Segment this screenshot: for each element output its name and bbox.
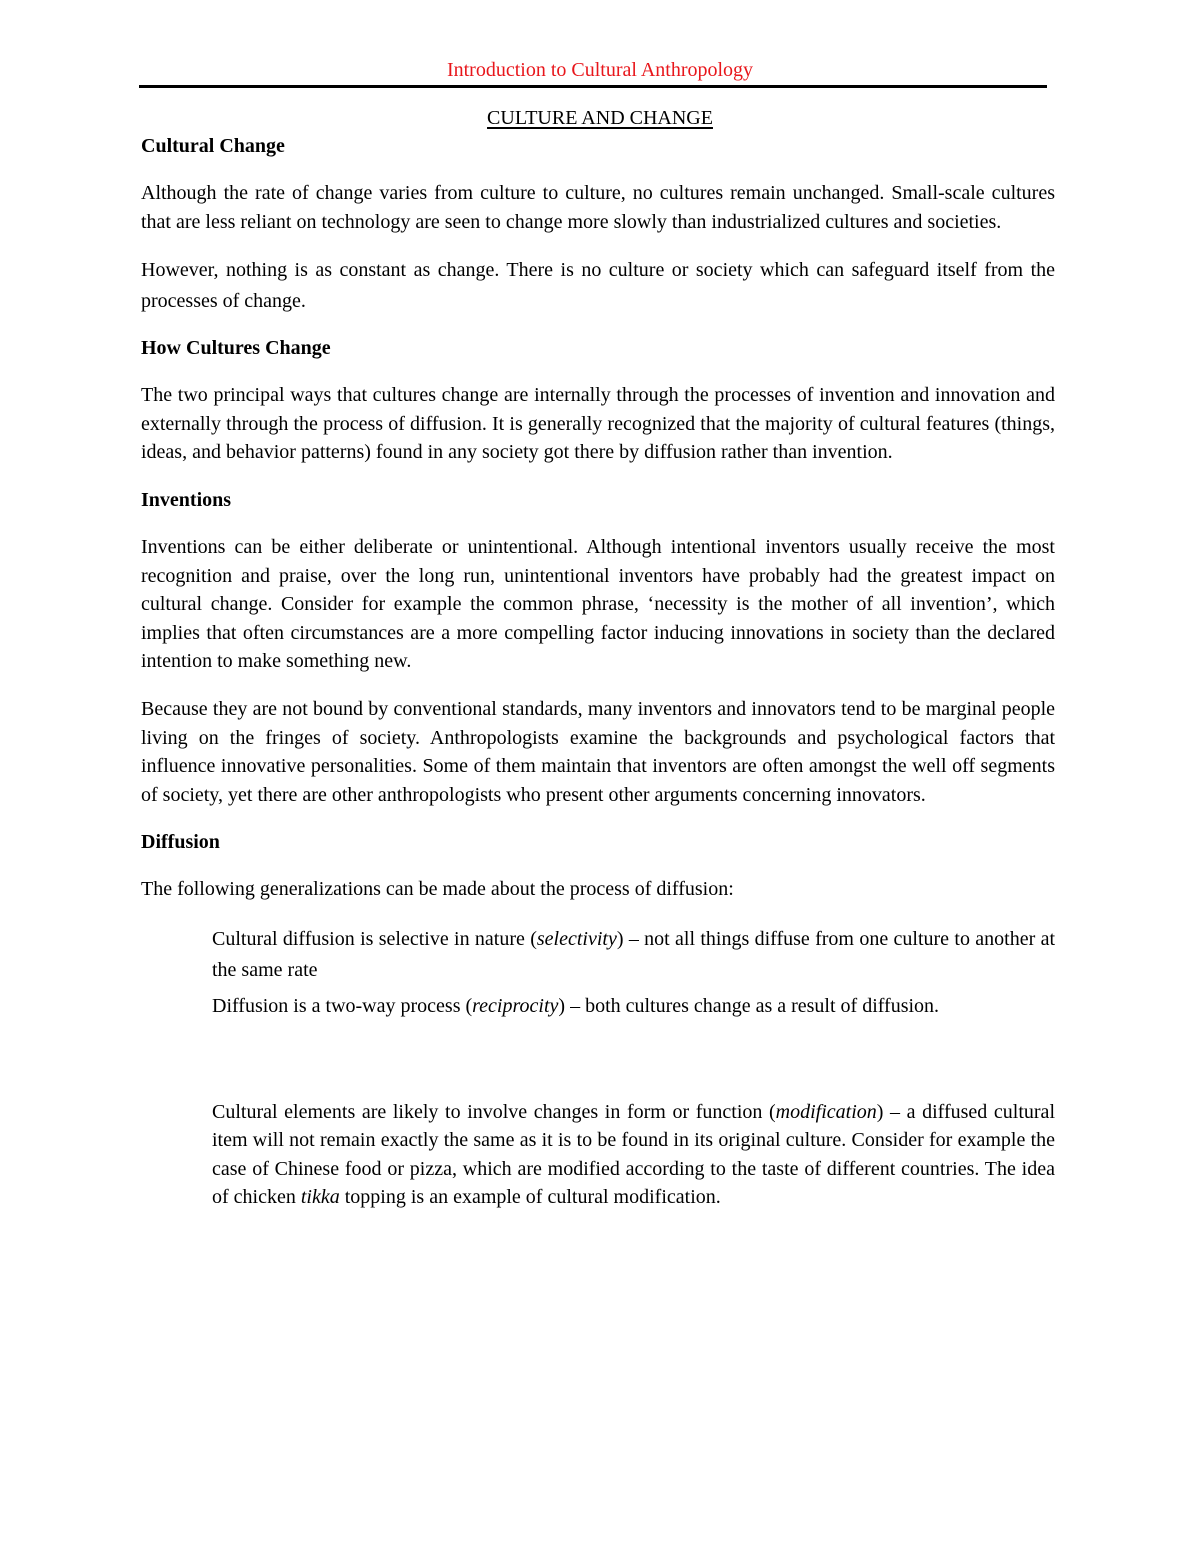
section-cultural-change bbox=[141, 132, 1055, 317]
list-item-reciprocity: Diffusion is a two-way process (reciprocity) – both cultures change as a result of diffusion. bbox=[212, 994, 940, 1017]
section-heading: Inventions bbox=[141, 488, 232, 511]
term-selectivity: selectivity bbox=[536, 927, 617, 950]
section-inventions bbox=[141, 486, 1055, 809]
section-how-cultures-change bbox=[141, 334, 1055, 467]
document-title: CULTURE AND CHANGE bbox=[487, 107, 713, 129]
paragraph: Although the rate of change varies from culture to culture, no cultures remain unchanged. Small-scale cultures that are less reliant on technology are seen to change more slowly than industrialized cultures and societies. bbox=[141, 182, 1055, 233]
paragraph: Inventions can be either deliberate or unintentional. Although intentional inventors usually receive the most recognition and praise, over the long run, unintentional inventors have probably had the greatest impact on cultural change. Consider for example the common phrase, ‘necessity is the mother of all invention’, which implies that often circumstances are a more compelling factor inducing innovations in society than the declared intention to make something new. bbox=[141, 535, 1055, 673]
diffusion-generalizations-list bbox=[141, 924, 1055, 1212]
term-reciprocity: reciprocity bbox=[472, 994, 559, 1017]
list-item-modification: Cultural elements are likely to involve changes in form or function (modification) – a diffused cultural item will not remain exactly the same as it is to be found in its original culture. Consider for example the case of Chinese food or pizza, which are modified according to the taste of different countries. The idea of chicken tikka topping is an example of cultural modification. bbox=[212, 1100, 1055, 1209]
paragraph: However, nothing is as constant as change. There is no culture or society which can safeguard itself from the processes of change. bbox=[141, 259, 1055, 313]
section-heading: Cultural Change bbox=[141, 135, 285, 157]
section-heading: How Cultures Change bbox=[141, 337, 331, 360]
paragraph: Because they are not bound by conventional standards, many inventors and innovators tend to be marginal people living on the fringes of society. Anthropologists examine the backgrounds and psychological factors that influence innovative personalities. Some of them maintain that inventors are often amongst the well off segments of society, yet there are other anthropologists who present other arguments concerning innovators. bbox=[141, 697, 1055, 806]
document-body bbox=[141, 132, 1055, 1229]
list-item-selectivity: Cultural diffusion is selective in nature (selectivity) – not all things diffuse from one culture to another at the same rate bbox=[212, 927, 1056, 981]
header-rule bbox=[139, 85, 1047, 88]
section-heading: Diffusion bbox=[141, 831, 220, 854]
term-tikka: tikka bbox=[300, 1186, 340, 1209]
paragraph: The two principal ways that cultures change are internally through the processes of invention and innovation and externally through the process of diffusion. It is generally recognized that the majority of cultural features (things, ideas, and behavior patterns) found in any society got there by diffusion rather than invention. bbox=[141, 384, 1055, 464]
term-modification: modification bbox=[775, 1100, 877, 1123]
page-header-course-title: Introduction to Cultural Anthropology bbox=[446, 59, 754, 81]
section-diffusion bbox=[141, 828, 1055, 1212]
paragraph: The following generalizations can be made about the process of diffusion: bbox=[141, 878, 734, 901]
